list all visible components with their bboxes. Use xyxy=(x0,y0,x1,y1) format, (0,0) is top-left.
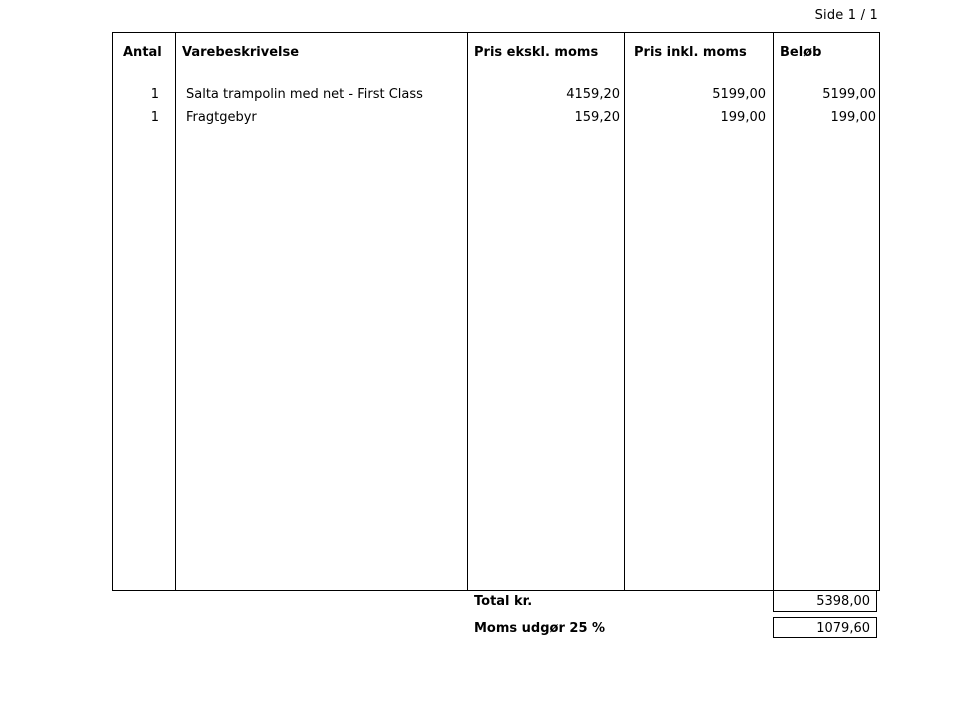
vat-value: 1079,60 xyxy=(773,617,877,638)
row-qty: 1 xyxy=(150,87,159,102)
row-description: Fragtgebyr xyxy=(186,110,257,125)
header-description: Varebeskrivelse xyxy=(182,45,300,60)
row-price-excl: 159,20 xyxy=(574,110,620,125)
header-price-incl: Pris inkl. moms xyxy=(634,45,747,60)
header-price-excl: Pris ekskl. moms xyxy=(474,45,599,60)
row-price-incl: 5199,00 xyxy=(712,87,766,102)
total-label: Total kr. xyxy=(474,594,533,609)
row-price-incl: 199,00 xyxy=(720,110,766,125)
total-value: 5398,00 xyxy=(773,590,877,612)
vat-label: Moms udgør 25 % xyxy=(474,621,606,636)
invoice-lines-table xyxy=(112,32,880,591)
row-amount: 5199,00 xyxy=(822,87,876,102)
row-qty: 1 xyxy=(150,110,159,125)
row-price-excl: 4159,20 xyxy=(566,87,620,102)
page-number: Side 1 / 1 xyxy=(814,8,878,23)
header-amount: Beløb xyxy=(780,45,822,60)
row-amount: 199,00 xyxy=(830,110,876,125)
column-divider xyxy=(175,33,176,590)
header-qty: Antal xyxy=(123,45,162,60)
row-description: Salta trampolin med net - First Class xyxy=(186,87,423,102)
